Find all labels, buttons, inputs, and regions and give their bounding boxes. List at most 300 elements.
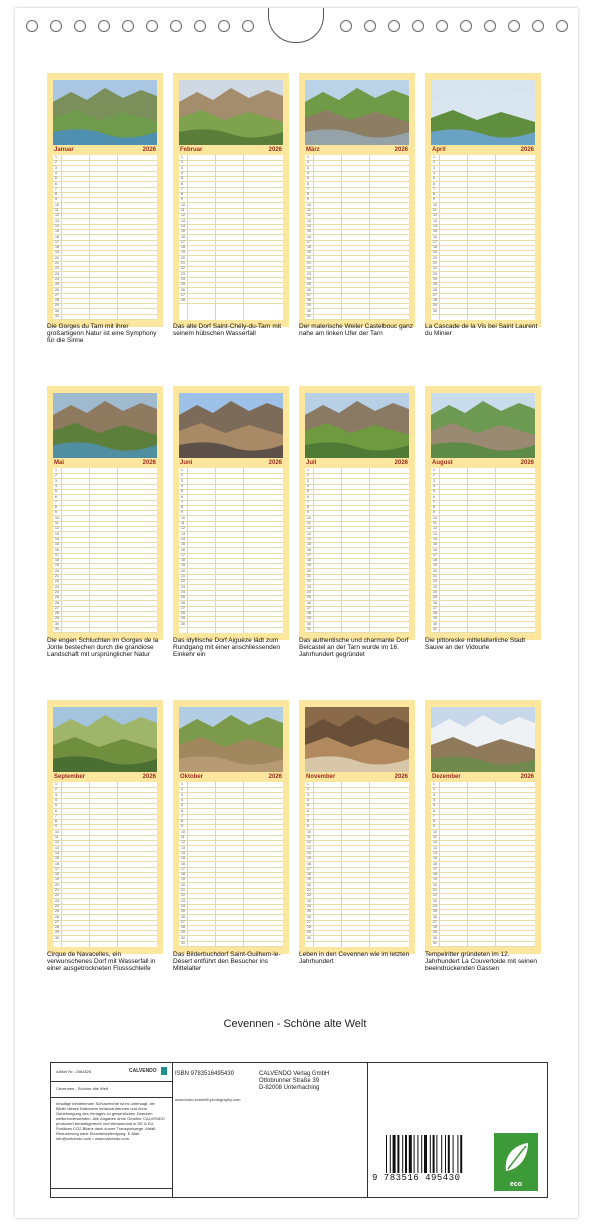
day-number: 22 (181, 893, 185, 898)
month-name: November (306, 774, 336, 780)
day-number: 23 (181, 898, 185, 903)
ring-hole-icon (508, 20, 520, 32)
day-number: 24 (307, 903, 311, 908)
day-row (431, 309, 535, 315)
day-number: 9 (181, 197, 183, 202)
day-number: 28 (433, 925, 437, 930)
day-number: 20 (307, 255, 311, 260)
ring-hole-icon (484, 20, 496, 32)
day-number: 15 (433, 542, 437, 547)
day-number: 11 (181, 208, 185, 212)
day-number: 20 (181, 255, 185, 260)
day-number: 9 (55, 824, 57, 829)
day-number: 9 (55, 197, 57, 202)
month-name: Januar (54, 147, 74, 153)
month-caption: Die engen Schluchten im Gorges de la Jonte bestechen durch die grandiose Landschaft mit ursprünglicher Natur (47, 637, 159, 658)
day-number: 16 (181, 547, 185, 552)
day-number: 11 (307, 835, 311, 839)
month-header (179, 460, 283, 468)
day-number: 18 (433, 245, 437, 250)
day-number: 26 (433, 600, 437, 605)
day-number: 27 (307, 605, 311, 610)
day-number: 10 (433, 829, 437, 834)
day-number: 25 (433, 282, 437, 287)
month-name: April (432, 147, 446, 153)
ring-hole-icon (74, 20, 86, 32)
day-number: 23 (433, 271, 437, 276)
day-number: 3 (433, 165, 435, 170)
ring-hole-icon (194, 20, 206, 32)
day-number: 17 (307, 239, 311, 244)
ring-hole-icon (556, 20, 568, 32)
day-number: 14 (181, 536, 185, 541)
day-number: 15 (307, 229, 311, 234)
day-number: 11 (307, 208, 311, 212)
month-card-august (425, 386, 541, 640)
day-number: 14 (181, 850, 185, 855)
day-number: 26 (181, 287, 185, 292)
day-number: 7 (307, 813, 309, 818)
day-grid (305, 782, 409, 947)
day-number: 7 (181, 186, 183, 191)
day-number: 30 (55, 621, 59, 626)
day-number: 4 (307, 170, 309, 175)
day-number: 16 (307, 547, 311, 552)
month-header (53, 147, 157, 155)
day-number: 1 (433, 155, 435, 159)
day-number: 17 (181, 866, 185, 871)
month-caption: La Cascade de la Vis bei Saint Laurent du Minier (425, 323, 538, 337)
ring-hole-icon (218, 20, 230, 32)
day-number: 29 (181, 930, 185, 935)
day-number: 2 (433, 473, 435, 478)
day-number: 8 (307, 505, 309, 510)
day-number: 2 (307, 473, 309, 478)
day-number: 31 (433, 941, 437, 945)
day-number: 6 (181, 494, 183, 499)
day-number: 10 (433, 202, 437, 207)
day-number: 21 (307, 574, 311, 578)
day-number: 24 (433, 589, 437, 594)
day-number: 5 (181, 803, 183, 808)
day-number: 17 (55, 866, 59, 871)
day-number: 5 (55, 176, 57, 181)
day-number: 13 (307, 845, 311, 850)
month-photo (53, 393, 157, 458)
day-number: 9 (307, 197, 309, 202)
day-number: 10 (55, 829, 59, 834)
month-name: Oktober (180, 774, 204, 780)
day-number: 8 (55, 819, 57, 824)
day-number: 30 (307, 308, 311, 313)
day-number: 18 (181, 872, 185, 877)
day-number: 2 (433, 160, 435, 165)
day-number: 3 (307, 478, 309, 483)
day-number: 2 (55, 160, 57, 165)
day-number: 7 (181, 813, 183, 818)
month-photo (305, 707, 409, 772)
ring-hole-icon (146, 20, 158, 32)
month-year: 2026 (142, 460, 156, 466)
day-number: 14 (307, 850, 311, 855)
day-number: 21 (181, 574, 185, 578)
day-number: 28 (433, 611, 437, 616)
day-row (179, 622, 283, 628)
day-row (179, 298, 283, 304)
month-caption: Cirque de Navacelles, ein verwunschenes Dorf mit Wasserfall in einer ausgetrockneten Flussschleife (47, 951, 156, 972)
month-photo (431, 393, 535, 458)
day-number: 24 (307, 276, 311, 281)
day-number: 19 (307, 563, 311, 568)
day-number: 22 (307, 893, 311, 898)
day-number: 6 (433, 181, 435, 186)
day-number: 26 (55, 287, 59, 292)
day-number: 10 (181, 515, 185, 520)
day-number: 12 (181, 840, 185, 845)
legal-notice: Inhaltige bestehender Schutzrechte ist es untersagt, die Bilder dieses Kalenders herauszutrennen und ohne Genehmigung des Verlages zu gewerblichen Zwecken weiterzuverwenden. Alle Angaben ohne Gewähr. CALVENDO produziert bedarfsgerecht und klimaneutral in DE & EU. Positives CO2-Bilanz dank kurzer Transportwege. Abfall-Reduzierung dank Einzelstückfertigung. E-Mail: info@calvendo.com • www.calvendo.com (56, 1101, 165, 1141)
day-number: 17 (55, 552, 59, 557)
day-number: 27 (55, 919, 59, 924)
day-number: 3 (307, 792, 309, 797)
day-number: 9 (433, 197, 435, 202)
day-number: 24 (433, 276, 437, 281)
day-number: 20 (181, 568, 185, 573)
day-number: 9 (181, 510, 183, 515)
day-number: 1 (55, 782, 57, 786)
day-number: 5 (307, 803, 309, 808)
day-number: 25 (433, 909, 437, 914)
day-number: 15 (55, 229, 59, 234)
day-number: 11 (433, 521, 437, 525)
day-number: 16 (433, 861, 437, 866)
month-name: März (306, 147, 320, 153)
month-name: September (54, 774, 86, 780)
day-number: 4 (181, 483, 183, 488)
day-number: 18 (307, 558, 311, 563)
day-number: 24 (181, 589, 185, 594)
day-number: 4 (55, 797, 57, 802)
day-number: 6 (433, 808, 435, 813)
day-number: 27 (55, 292, 59, 297)
day-number: 31 (181, 941, 185, 945)
day-number: 6 (55, 808, 57, 813)
day-number: 17 (433, 239, 437, 244)
day-number: 30 (307, 935, 311, 940)
day-number: 10 (55, 202, 59, 207)
day-number: 6 (307, 494, 309, 499)
day-number: 23 (433, 584, 437, 589)
day-row (305, 314, 409, 320)
day-number: 12 (55, 213, 59, 218)
day-number: 7 (307, 186, 309, 191)
day-number: 13 (307, 531, 311, 536)
month-card-mai (47, 386, 163, 640)
day-grid (305, 155, 409, 320)
day-number: 17 (181, 239, 185, 244)
day-number: 20 (307, 568, 311, 573)
day-number: 4 (181, 797, 183, 802)
day-number: 18 (433, 558, 437, 563)
day-number: 31 (55, 314, 59, 318)
month-year: 2026 (394, 147, 408, 153)
day-number: 4 (181, 170, 183, 175)
ring-hole-icon (340, 20, 352, 32)
day-number: 22 (181, 266, 185, 271)
day-number: 28 (307, 611, 311, 616)
eco-leaf-icon (494, 1133, 538, 1191)
day-number: 5 (433, 176, 435, 181)
day-row (53, 936, 157, 942)
day-number: 10 (181, 202, 185, 207)
day-number: 14 (55, 850, 59, 855)
day-number: 19 (181, 877, 185, 882)
day-number: 1 (433, 782, 435, 786)
day-number: 9 (307, 510, 309, 515)
day-number: 19 (181, 250, 185, 255)
day-number: 18 (55, 872, 59, 877)
day-number: 26 (181, 600, 185, 605)
day-number: 11 (55, 208, 59, 212)
day-number: 7 (433, 186, 435, 191)
day-number: 28 (55, 611, 59, 616)
day-number: 6 (181, 808, 183, 813)
day-number: 27 (307, 919, 311, 924)
day-number: 11 (55, 835, 59, 839)
day-number: 1 (307, 155, 309, 159)
day-number: 24 (181, 903, 185, 908)
day-number: 2 (55, 473, 57, 478)
day-number: 3 (55, 792, 57, 797)
ring-hole-icon (98, 20, 110, 32)
day-number: 15 (181, 542, 185, 547)
day-number: 28 (55, 925, 59, 930)
month-photo (53, 707, 157, 772)
day-number: 27 (307, 292, 311, 297)
day-number: 17 (181, 552, 185, 557)
ring-hole-icon (364, 20, 376, 32)
day-number: 19 (55, 877, 59, 882)
day-number: 31 (307, 314, 311, 318)
day-number: 13 (55, 218, 59, 223)
day-number: 19 (55, 250, 59, 255)
day-number: 26 (307, 287, 311, 292)
day-number: 26 (55, 914, 59, 919)
day-number: 8 (433, 192, 435, 197)
month-name: Februar (180, 147, 203, 153)
day-number: 12 (55, 840, 59, 845)
day-row (305, 936, 409, 942)
day-number: 29 (307, 616, 311, 621)
day-number: 21 (433, 574, 437, 578)
day-number: 22 (433, 579, 437, 584)
day-number: 3 (433, 478, 435, 483)
day-number: 20 (433, 255, 437, 260)
day-number: 26 (433, 914, 437, 919)
day-number: 7 (307, 499, 309, 504)
day-number: 30 (181, 621, 185, 626)
day-number: 17 (55, 239, 59, 244)
day-number: 1 (55, 468, 57, 472)
footer-panel (50, 1062, 548, 1198)
day-number: 30 (55, 935, 59, 940)
day-number: 30 (307, 621, 311, 626)
day-grid (179, 155, 283, 320)
ring-hole-icon (388, 20, 400, 32)
month-card-januar (47, 73, 163, 327)
day-number: 8 (181, 192, 183, 197)
day-number: 19 (433, 563, 437, 568)
day-grid (179, 468, 283, 633)
day-number: 21 (181, 261, 185, 265)
day-number: 22 (55, 579, 59, 584)
day-number: 8 (433, 819, 435, 824)
day-number: 15 (307, 856, 311, 861)
day-number: 31 (433, 627, 437, 631)
day-number: 23 (55, 271, 59, 276)
day-number: 6 (307, 808, 309, 813)
day-number: 10 (307, 829, 311, 834)
day-grid (431, 155, 535, 320)
day-number: 27 (433, 605, 437, 610)
day-number: 8 (55, 192, 57, 197)
day-number: 22 (307, 266, 311, 271)
day-number: 9 (433, 824, 435, 829)
day-row (53, 627, 157, 633)
month-photo (431, 80, 535, 145)
day-number: 16 (307, 861, 311, 866)
barcode-icon (382, 1135, 482, 1177)
day-number: 9 (307, 824, 309, 829)
day-number: 2 (181, 787, 183, 792)
day-number: 27 (433, 919, 437, 924)
day-grid (179, 782, 283, 947)
day-number: 18 (55, 558, 59, 563)
month-caption: Der malerische Weiler Castelbouc ganz nahe am linken Ufer der Tarn (299, 323, 414, 337)
day-number: 27 (181, 292, 185, 297)
day-number: 22 (181, 579, 185, 584)
isbn-label: ISBN 9783516495430 (175, 1071, 235, 1077)
month-card-juni (173, 386, 289, 640)
month-name: Dezember (432, 774, 461, 780)
day-number: 8 (55, 505, 57, 510)
day-number: 29 (181, 616, 185, 621)
day-number: 5 (433, 489, 435, 494)
month-header (431, 147, 535, 155)
day-number: 13 (55, 845, 59, 850)
day-number: 17 (307, 866, 311, 871)
day-number: 7 (55, 813, 57, 818)
day-number: 29 (55, 930, 59, 935)
day-number: 20 (55, 568, 59, 573)
day-number: 14 (55, 223, 59, 228)
day-number: 16 (433, 234, 437, 239)
month-year: 2026 (394, 460, 408, 466)
day-number: 23 (181, 271, 185, 276)
day-number: 3 (55, 165, 57, 170)
month-year: 2026 (520, 147, 534, 153)
day-number: 17 (307, 552, 311, 557)
day-number: 2 (181, 160, 183, 165)
day-number: 5 (181, 176, 183, 181)
day-number: 13 (433, 218, 437, 223)
day-number: 12 (433, 840, 437, 845)
day-number: 16 (55, 861, 59, 866)
day-grid (431, 468, 535, 633)
day-number: 29 (307, 303, 311, 308)
month-name: Juli (306, 460, 317, 466)
month-card-november (299, 700, 415, 954)
month-caption: Das authentische und charmante Dorf Belcastel an der Tarn wurde im 16. Jahrhundert gegründet (299, 637, 409, 658)
month-year: 2026 (520, 460, 534, 466)
day-number: 25 (55, 909, 59, 914)
day-number: 28 (307, 298, 311, 303)
day-number: 21 (307, 261, 311, 265)
day-number: 3 (181, 165, 183, 170)
month-header (53, 774, 157, 782)
day-number: 18 (55, 245, 59, 250)
barcode-number: 9 783516 495430 (372, 1173, 461, 1183)
day-number: 27 (55, 605, 59, 610)
day-number: 26 (307, 914, 311, 919)
day-number: 26 (307, 600, 311, 605)
day-number: 7 (433, 499, 435, 504)
day-number: 10 (55, 515, 59, 520)
day-number: 19 (55, 563, 59, 568)
day-number: 21 (55, 574, 59, 578)
day-grid (305, 468, 409, 633)
day-grid (53, 782, 157, 947)
day-number: 4 (55, 483, 57, 488)
month-header (179, 147, 283, 155)
month-card-april (425, 73, 541, 327)
day-number: 11 (433, 835, 437, 839)
day-number: 30 (433, 621, 437, 626)
day-number: 18 (307, 872, 311, 877)
day-number: 18 (307, 245, 311, 250)
day-number: 22 (433, 893, 437, 898)
day-number: 23 (307, 584, 311, 589)
day-number: 12 (55, 526, 59, 531)
day-number: 19 (433, 250, 437, 255)
day-number: 21 (55, 888, 59, 892)
day-number: 5 (307, 176, 309, 181)
eco-label-text: eco (509, 1181, 523, 1188)
month-year: 2026 (268, 147, 282, 153)
day-number: 16 (181, 861, 185, 866)
day-number: 26 (433, 287, 437, 292)
day-number: 7 (55, 186, 57, 191)
month-photo (305, 80, 409, 145)
day-number: 31 (307, 627, 311, 631)
article-number: Artikel Nr.: 2064826 (56, 1069, 92, 1074)
day-number: 27 (433, 292, 437, 297)
month-card-märz (299, 73, 415, 327)
day-number: 13 (433, 531, 437, 536)
day-number: 20 (55, 255, 59, 260)
day-number: 5 (433, 803, 435, 808)
day-number: 7 (181, 499, 183, 504)
day-number: 26 (55, 600, 59, 605)
day-number: 13 (181, 218, 185, 223)
day-number: 11 (181, 521, 185, 525)
day-number: 25 (181, 595, 185, 600)
day-number: 13 (55, 531, 59, 536)
day-number: 13 (433, 845, 437, 850)
day-number: 4 (433, 797, 435, 802)
month-caption: Tempelritter gründeten im 12. Jahrhundert La Couvertoide mit seinen beeindruckenden Gassen (425, 951, 538, 972)
day-number: 2 (307, 160, 309, 165)
month-header (179, 774, 283, 782)
